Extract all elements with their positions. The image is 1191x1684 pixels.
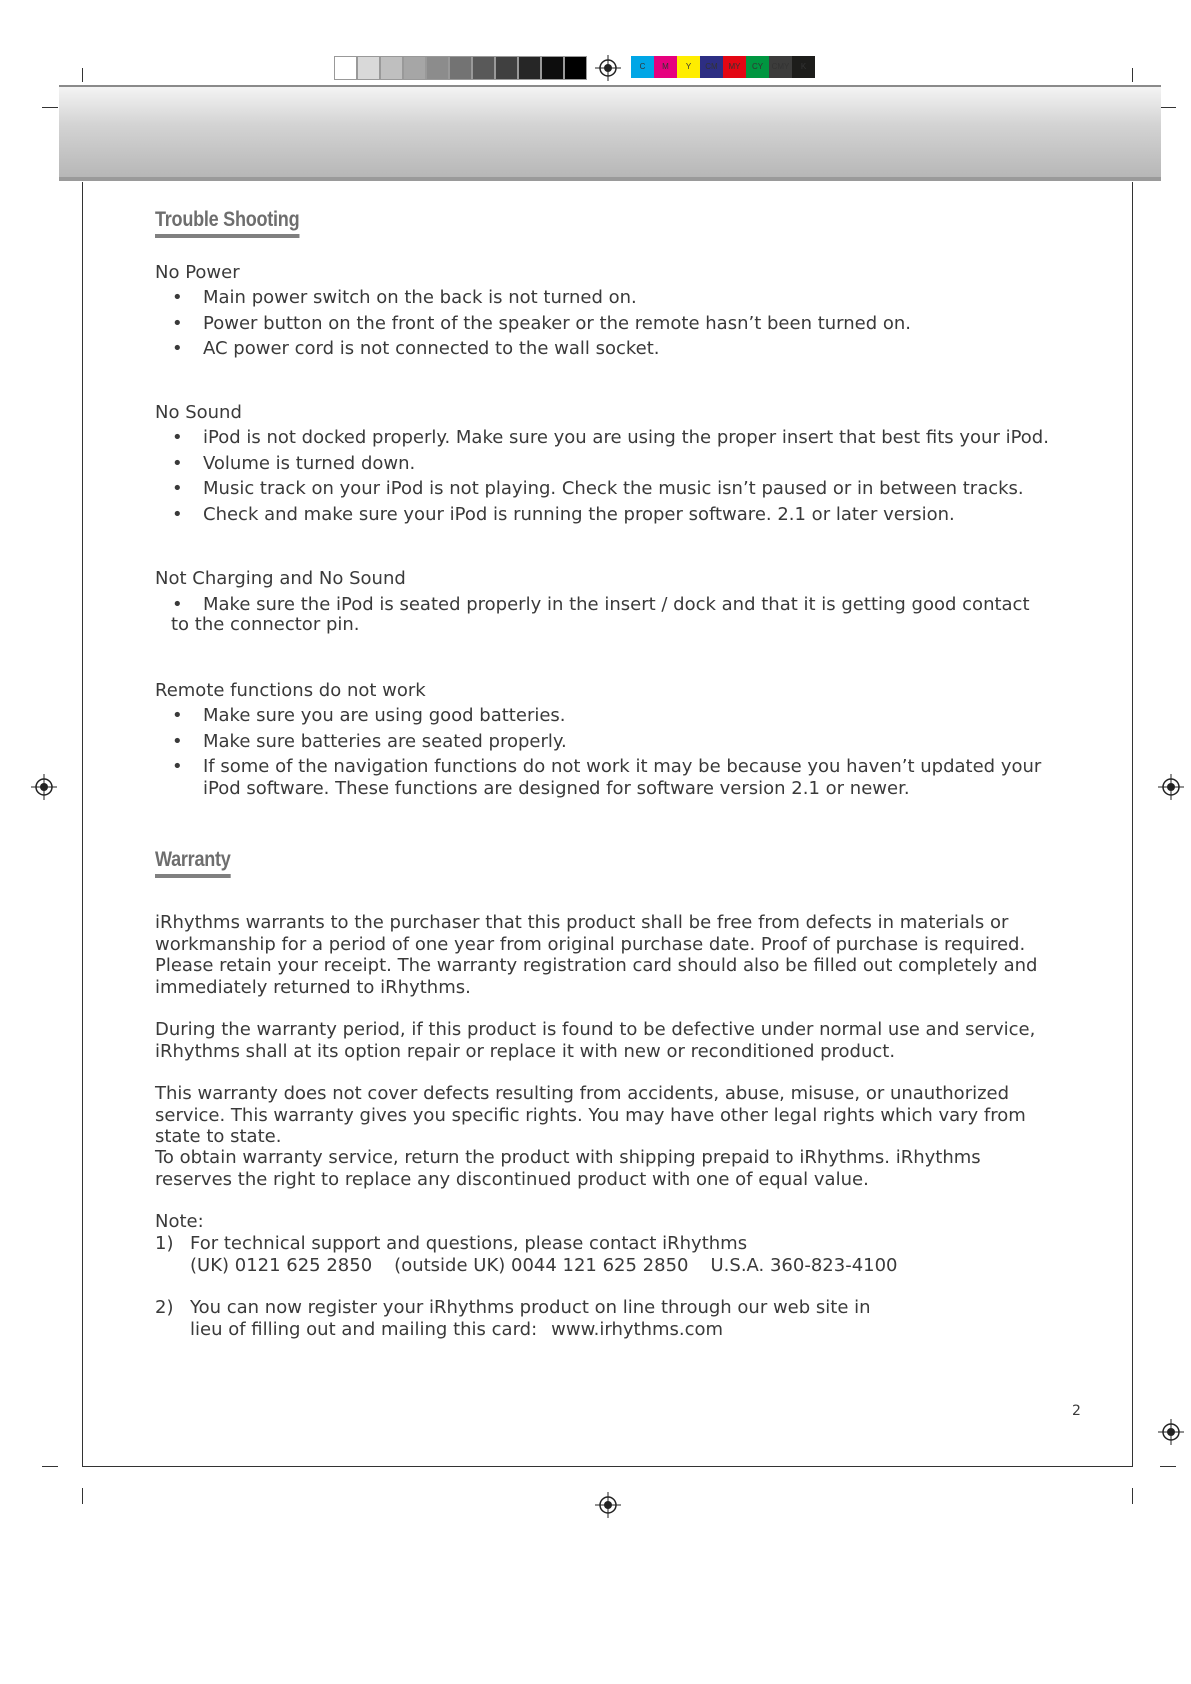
registration-mark-icon — [595, 55, 621, 81]
crop-mark — [82, 1488, 83, 1504]
not-charging-line1: Make sure the iPod is seated properly in the insert / dock and that it is getting good contact — [203, 594, 1030, 615]
cmyk-swatch: C — [631, 56, 654, 78]
note-item-2 — [155, 1297, 871, 1340]
crop-mark — [82, 68, 83, 82]
list-item: • Music track on your iPod is not playing. Check the music isn’t paused or in between tracks. — [155, 478, 1075, 500]
note-number: 2) — [155, 1297, 174, 1318]
cmyk-swatch: Y — [677, 56, 700, 78]
note-number: 1) — [155, 1233, 174, 1254]
header-band — [59, 85, 1161, 179]
page-frame-right — [1132, 182, 1133, 1466]
list-item: • Make sure you are using good batteries. — [155, 705, 1075, 727]
header-band-shadow — [59, 177, 1161, 181]
registration-mark-icon — [1158, 1419, 1184, 1445]
warranty-paragraph-1: iRhythms warrants to the purchaser that this product shall be free from defects in materials or workmanship for a period of one year from original purchase date. Proof of purchase is required. Please retain your receipt. The warranty registration card should also be filled out completely and immediately returned to iRhythms. — [155, 912, 1038, 998]
remote-list — [155, 705, 1075, 803]
gray-swatch — [426, 56, 449, 80]
list-item: • Main power switch on the back is not turned on. — [155, 287, 1075, 309]
gray-swatch — [449, 56, 472, 80]
note1-line1: For technical support and questions, please contact iRhythms — [190, 1233, 748, 1254]
phone-outside-uk: (outside UK) 0044 121 625 2850 — [394, 1254, 689, 1276]
crop-mark — [42, 107, 58, 108]
note-text — [190, 1233, 898, 1276]
no-sound-title: No Sound — [155, 402, 242, 423]
note-text — [190, 1297, 871, 1340]
crop-mark — [1160, 1466, 1176, 1467]
list-item: • Make sure batteries are seated properly. — [155, 731, 1075, 753]
no-power-list — [155, 287, 1075, 364]
website-link[interactable]: www.irhythms.com — [551, 1318, 724, 1340]
cmyk-swatch: K — [792, 56, 815, 78]
list-item: • iPod is not docked properly. Make sure you are using the proper insert that best fits your iPod. — [155, 427, 1075, 449]
page-frame-left — [82, 182, 83, 1466]
list-item: • Check and make sure your iPod is running the proper software. 2.1 or later version. — [155, 504, 1075, 526]
registration-mark-icon — [1158, 774, 1184, 800]
cmyk-swatch: M — [654, 56, 677, 78]
gray-swatch — [541, 56, 564, 80]
list-item: • Power button on the front of the speaker or the remote hasn’t been turned on. — [155, 313, 1075, 335]
registration-mark-icon — [31, 774, 57, 800]
gray-swatch — [334, 56, 357, 80]
no-sound-list — [155, 427, 1075, 529]
page-frame-bottom — [82, 1466, 1133, 1467]
warranty-heading: Warranty — [155, 848, 231, 878]
list-item: • If some of the navigation functions do not work it may be because you haven’t updated your iPod software. These functions are designed for software version 2.1 or newer. — [155, 756, 1083, 799]
crop-mark — [1160, 107, 1176, 108]
page-number: 2 — [1072, 1403, 1081, 1419]
warranty-paragraph-3: This warranty does not cover defects resulting from accidents, abuse, misuse, or unauthorized service. This warranty gives you specific rights. You may have other legal rights which vary from state to state. — [155, 1083, 1026, 1147]
cmyk-swatch: CM — [700, 56, 723, 78]
phone-uk: (UK) 0121 625 2850 — [190, 1254, 373, 1276]
cmyk-swatch: CY — [746, 56, 769, 78]
crop-mark — [1132, 68, 1133, 82]
gray-swatch — [495, 56, 518, 80]
list-item: • AC power cord is not connected to the wall socket. — [155, 338, 1075, 360]
gray-swatch — [357, 56, 380, 80]
registration-mark-icon — [595, 1492, 621, 1518]
not-charging-line2: to the connector pin. — [171, 614, 360, 635]
not-charging-title: Not Charging and No Sound — [155, 568, 406, 589]
list-item — [155, 594, 1075, 616]
gray-swatch — [472, 56, 495, 80]
warranty-paragraph-4: To obtain warranty service, return the product with shipping prepaid to iRhythms. iRhythms reserves the right to replace any discontinued product with one of equal value. — [155, 1147, 981, 1190]
gray-swatch — [564, 56, 587, 80]
cmyk-swatch: MY — [723, 56, 746, 78]
note-label: Note: — [155, 1211, 204, 1232]
gray-swatch — [518, 56, 541, 80]
gray-scale-bar — [334, 56, 587, 80]
note2-line1: You can now register your iRhythms product on line through our web site in — [190, 1297, 871, 1318]
note-item-1 — [155, 1233, 898, 1276]
no-power-title: No Power — [155, 262, 240, 283]
cmyk-swatch: CMY — [769, 56, 792, 78]
gray-swatch — [403, 56, 426, 80]
phone-usa: U.S.A. 360-823-4100 — [710, 1254, 898, 1276]
crop-mark — [42, 1466, 58, 1467]
list-item: • Volume is turned down. — [155, 453, 1075, 475]
note2-line2: lieu of filling out and mailing this card: — [190, 1318, 538, 1340]
remote-title: Remote functions do not work — [155, 680, 426, 701]
trouble-shooting-heading: Trouble Shooting — [155, 208, 299, 238]
cmyk-color-bar — [631, 56, 815, 78]
crop-mark — [1132, 1488, 1133, 1504]
gray-swatch — [380, 56, 403, 80]
warranty-paragraph-2: During the warranty period, if this product is found to be defective under normal use and service, iRhythms shall at its option repair or replace it with new or reconditioned product. — [155, 1019, 1036, 1062]
